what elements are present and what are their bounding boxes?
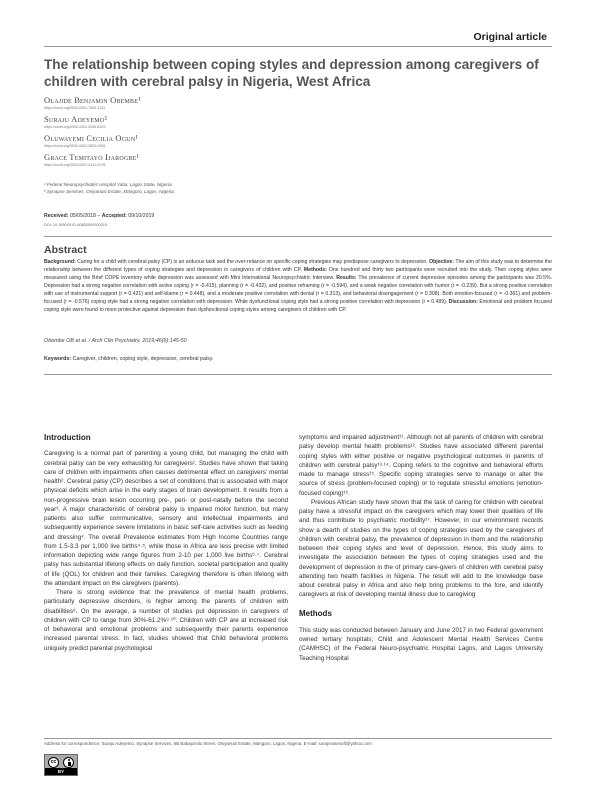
methods-heading: Methods (299, 608, 332, 618)
background-label: Background: (44, 259, 76, 265)
body-paragraph: Caregiving is a normal part of parenting a young child, but managing the child with cerebral palsy can be very exhausting for caregivers¹. Studies have shown that taking care of children with impairments often causes detrimental effect on caregivers' mental health². Cerebral palsy (CP) describes a set of conditions that is associated with major physical deficits which arise in the early stages of brain development. It results from a non-progressive brain lesion occurring pre-, peri- or post-natally before the second year³. A major characteristic of cerebral palsy is impaired motor function, but many patients also suffer communicative, sensory and intellectual impairments and subsequently experience severe limitations in basic self-care activities such as feeding and dressing⁴. The overall Prevalence estimates from High Income Countries range from 1.5-3.3 per 1,000 live births⁴·⁵, while those in Africa are less precise with limited information depicting wide range figures from 2-10 per 1,000 live births⁶·⁷. Cerebral palsy has substantial lifelong effects on daily function, societal participation and quality of life (QOL) for children and their families. Caregiving therefore is often lifelong with the attendant impact on the caregivers (parents). (44, 450, 288, 587)
author-orcid-link[interactable]: https://orcid.org/0000-0002-4131-6708 (44, 163, 106, 167)
header-divider (44, 46, 552, 47)
introduction-heading: Introduction (44, 433, 91, 442)
affiliation-list (44, 182, 344, 195)
author-orcid-link[interactable]: https://orcid.org/0000-0001-7563-1143 (44, 106, 106, 110)
citation-line: Obembe OB et al. / Arch Clin Psychiatry. 2019;46(6):145-50 (44, 338, 187, 344)
footer-divider (44, 738, 552, 739)
author-orcid-link[interactable]: https://orcid.org/0000-0002-3820-0306 (44, 144, 106, 148)
keywords-text: Caregiver, children, coping style, depression, cerebral palsy. (71, 356, 214, 362)
body-paragraph: Previous African study have shown that the task of caring for children with cerebral palsy have a stressful impact on the caregivers which may lower their qualities of life and thus contribute to psychiatric morbidity¹⁷. However, in our environment records show a dearth of studies on the types of coping strategies used by the caregivers of children with cerebral palsy, the prevalence of depression in them and the relationship between their coping styles and level of depression. Hence, this study aims to investigate the association between the types of coping strategies used and the development of depression in the of primary care-givers of children with cerebral palsy attending two health facilities in Nigeria. The result will add to the knowledge base about cerebral palsy in Africa and also help bring problems to the fore, and identify caregivers at risk of developing mental illness due to caregiving (299, 498, 543, 599)
background-text: Caring for a child with cerebral palsy (CP) is an arduous task and the over-reliance on specific coping strategies may predispose caregivers to depression. (75, 259, 430, 265)
attribution-person-icon (63, 757, 74, 768)
author-name: Olajide Benjamin Obembe¹ (44, 95, 141, 105)
creative-commons-license-icon[interactable] (44, 754, 78, 776)
received-date: 05/05/2018 (69, 213, 96, 219)
affiliation-item: ¹ Federal Neuropsychiatric Hospital Yaba, Lagos State, Nigeria. (44, 182, 173, 187)
body-column-left (44, 433, 288, 653)
correspondence-address: Address for correspondence: Suraju Adeyemo. Synapse Services, 6B Babajomilo Street, Oniyanusi Estate, Mangoro, Lagos, Nigeria. E-mail: surajmosesoft@yahoo.com (44, 741, 372, 746)
author-item (44, 152, 344, 168)
results-text: The prevalence of current depressive episodes among the participants was 20.5%. Depression had a strong negative correlation with active coping (r = -0.415), planning (r = -0.432), and positive reframing (r = -0.594), and a weak negative correlation with humor (r = -0.239). But a strong positive correlation with use of instrumental support (r = 0.421) and self-blame (r = 0.448), and a moderate positive correlation with denial (r = 0.313), and behavioral disengagement (r = 0.308). Both emotion-focused (r = -0.361) and problem-focused (r = -0.576) coping style had a strong negative correlation with depression. While dysfunctional coping style had a strong positive correlation with depression (r = 0.489). (44, 275, 552, 306)
article-type-label: Original article (473, 31, 547, 43)
article-dates: Received: 05/05/2018 – Accepted: 09/10/2019 (44, 213, 155, 219)
body-paragraph: There is strong evidence that the prevalence of mental health problems, particularly depressive disorders, is higher among the parents of children with disabilities⁸. On the average, a number of studies put depression in caregivers of children with CP to range from 30%-61.2%⁹·¹⁰. Children with CP are at increased risk of behavioral and emotional problems and subsequently their parents experience increased parental stress. In fact, studies showed that Child behavioral problems uniquely predict parental psychological (44, 589, 288, 652)
author-name: Oluwayemi Cecilia Ogun¹ (44, 133, 139, 143)
article-title: The relationship between coping styles and depression among caregivers of children with cerebral palsy in Nigeria, West Africa (44, 57, 539, 89)
author-list (44, 95, 344, 171)
doi-link[interactable]: DOI: 10.1590/0101-60830000000215 (44, 223, 107, 227)
author-item (44, 95, 344, 111)
accepted-date: 09/10/2019 (128, 213, 155, 219)
keywords-line (44, 356, 214, 362)
license-by-label: BY (45, 768, 77, 775)
discussion-label: Discussion: (448, 299, 478, 306)
abstract-top-divider (44, 236, 552, 237)
abstract-body (44, 258, 552, 314)
methods-label: Methods: (303, 267, 327, 274)
discussion-text: Emotional and problem focused coping style were found to more protective against depression than dysfunctional coping styles among caregivers of children with CP. (44, 299, 552, 314)
author-name: Grace Temitayo Ijarogbe¹ (44, 152, 140, 162)
objective-label: Objective: (429, 259, 454, 265)
results-label: Results: (336, 275, 357, 282)
body-column-right (299, 433, 543, 663)
author-item (44, 133, 344, 149)
body-paragraph: symptoms and impaired adjustment¹¹. Although not all parents of children with cerebral palsy develop mental health problems¹². Studies have associated different parental coping styles with either positive or negative psychological outcomes in parents of children with cerebral palsy¹³·¹⁴. Coping refers to the cognitive and behavioral efforts made to manage stress¹⁵. Specific coping strategies serve to manage or alter the source of stress (problem-focused coping) or to regulate stressful emotions (emotion-focused coping)¹⁶. (299, 434, 543, 497)
abstract-bottom-divider (44, 374, 552, 375)
objective-text: The aim of this study was to determine the relationship between the different types of coping strategies and depression in caregivers of children with CP. (44, 259, 552, 274)
author-name: Suraju Adeyemo² (44, 114, 108, 124)
affiliation-item: ² Synapse Services, Oniyanusi Estate, Mangoro, Lagos, Nigeria. (44, 188, 175, 194)
author-item (44, 114, 344, 130)
author-orcid-link[interactable]: https://orcid.org/0000-0002-0266-810X (44, 125, 106, 129)
body-paragraph: This study was conducted between January and June 2017 in two Federal government owned tertiary hospitals; Child and Adolescent Mental Health Services Centre (CAMHSC) of the Federal Neuro-psychiatric Hospital Lagos, and Lagos University Teaching Hospital (299, 626, 543, 662)
methods-text: One hundred and thirty two participants were recruited into the study. Their coping styles were measured using the Brief COPE inventory while depression was assessed with Mini International Neuropsychiatric Interview. (44, 267, 552, 282)
cc-icon: cc (48, 757, 59, 768)
abstract-heading: Abstract (44, 244, 87, 256)
keywords-label: Keywords: (44, 356, 72, 362)
received-label: Received: (44, 213, 69, 219)
accepted-label: Accepted: (101, 213, 127, 219)
